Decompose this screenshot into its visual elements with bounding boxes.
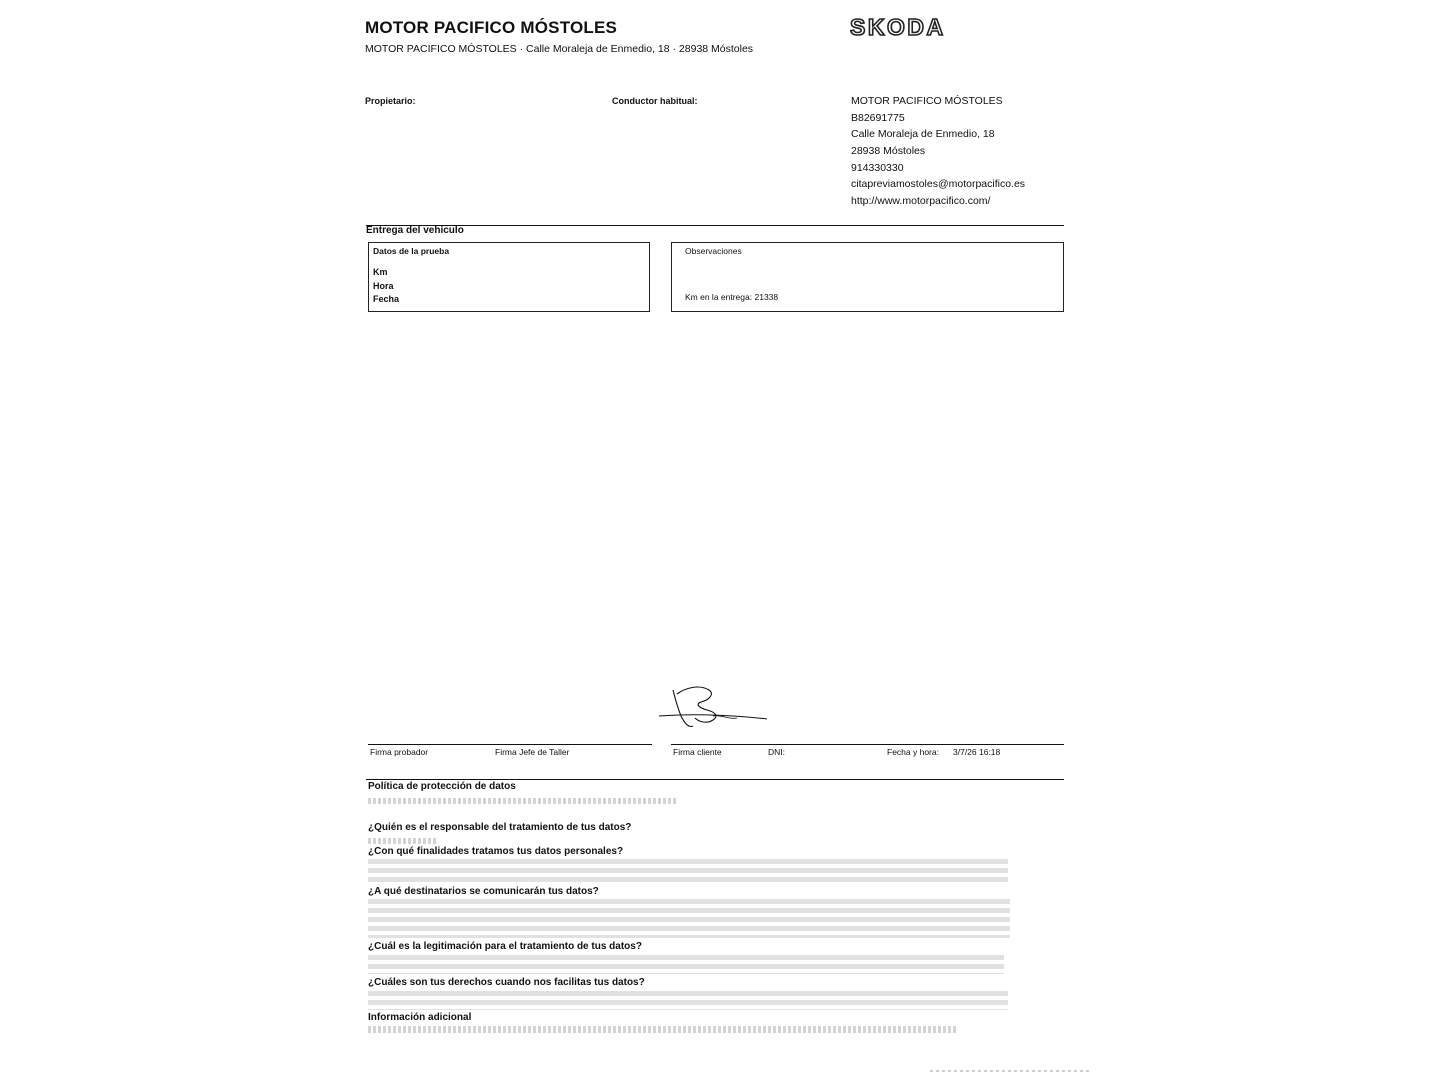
dealer-info-phone: 914330330 — [851, 162, 904, 174]
dealer-title: MOTOR PACIFICO MÓSTOLES — [365, 18, 618, 37]
policy-question-rights: ¿Cuáles son tus derechos cuando nos facilitas tus datos? — [368, 977, 645, 988]
faded-paragraph — [368, 990, 1008, 1010]
faded-paragraph — [368, 858, 1008, 884]
dni-label: DNI: — [768, 747, 785, 757]
dealer-info-name: MOTOR PACIFICO MÓSTOLES — [851, 95, 1003, 107]
scan-speck: · — [719, 108, 721, 113]
dealer-info-street: Calle Moraleja de Enmedio, 18 — [851, 128, 995, 140]
test-data-box — [368, 242, 650, 312]
observations-header: Observaciones — [685, 246, 742, 256]
client-signature-label: Firma cliente — [673, 747, 722, 757]
policy-question-recipients: ¿A qué destinatarios se comunicarán tus datos? — [368, 886, 599, 897]
workshop-signature-label: Firma Jefe de Taller — [495, 747, 570, 757]
dealer-subtitle: MOTOR PACIFICO MÓSTOLES · Calle Moraleja de Enmedio, 18 · 28938 Móstoles — [365, 43, 754, 55]
policy-additional-info: Información adicional — [368, 1012, 472, 1023]
km-delivery-row — [685, 292, 778, 302]
date-label: Fecha — [373, 294, 400, 304]
scan-speck: · — [366, 110, 368, 115]
policy-question-purposes: ¿Con qué finalidades tratamos tus datos personales? — [368, 846, 624, 857]
faded-footer — [930, 1070, 1090, 1072]
dealer-info-cif: B82691775 — [851, 112, 905, 124]
faded-paragraph — [368, 954, 1004, 974]
skoda-logo — [850, 14, 968, 40]
client-signature — [655, 684, 775, 734]
signature-line-right — [671, 744, 1064, 745]
dealer-info-city: 28938 Móstoles — [851, 145, 926, 157]
faded-text — [368, 838, 438, 844]
signature-line-left — [368, 744, 652, 745]
owner-label: Propietario: — [365, 96, 416, 106]
dealer-info-website: http://www.motorpacifico.com/ — [851, 195, 991, 207]
policy-section-title: Política de protección de datos — [368, 781, 516, 792]
faded-intro-text — [368, 798, 678, 804]
policy-question-responsible: ¿Quién es el responsable del tratamiento de tus datos? — [368, 822, 632, 833]
driver-label: Conductor habitual: — [612, 96, 698, 106]
observations-box — [671, 242, 1064, 312]
policy-divider — [366, 779, 1064, 780]
km-label: Km — [373, 267, 388, 277]
hour-label: Hora — [373, 281, 394, 291]
skoda-logo-text: SKODA — [850, 14, 946, 40]
tester-signature-label: Firma probador — [370, 747, 429, 757]
datetime-value: 3/7/26 16:18 — [953, 747, 1001, 757]
datetime-label: Fecha y hora: — [887, 747, 939, 757]
delivery-divider — [366, 225, 1064, 226]
faded-paragraph — [368, 898, 1010, 938]
km-delivery-label: Km en la entrega: — [685, 292, 753, 302]
km-delivery-value: 21338 — [754, 292, 779, 302]
delivery-section-title: Entrega del vehículo — [366, 225, 464, 236]
policy-question-legitimation: ¿Cuál es la legitimación para el tratamiento de tus datos? — [368, 941, 642, 952]
dealer-info-email: citapreviamostoles@motorpacifico.es — [851, 178, 1026, 190]
test-data-header: Datos de la prueba — [373, 246, 450, 256]
faded-text — [368, 1026, 958, 1033]
